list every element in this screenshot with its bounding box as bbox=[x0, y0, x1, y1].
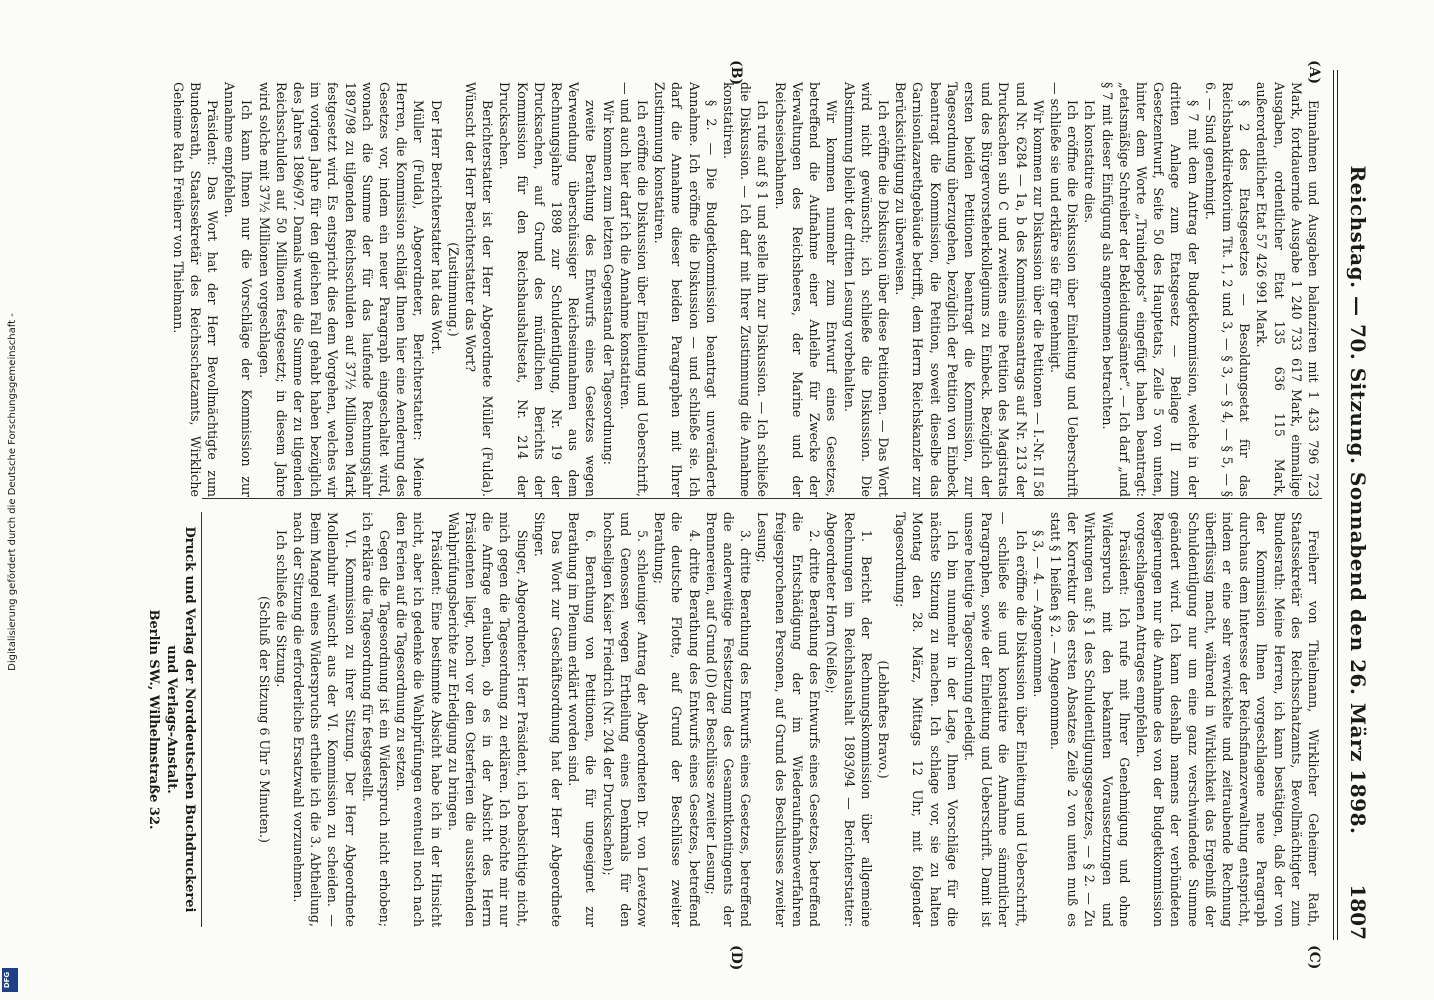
left-column-paragraph: Berichterstatter ist der Herr Abgeordnete Müller (Fulda). Wünscht der Herr Berichterstatter das Wort? bbox=[463, 82, 496, 497]
left-column-paragraph: Ich konstatire dies. bbox=[1082, 100, 1098, 224]
right-column-paragraph: 6. Berathung von Petitionen, die für ungeeignet zur Berathung im Plenum erklärt worden sind. bbox=[566, 512, 599, 927]
imprint-line-2: Berlin SW., Wilhelmstraße 32. bbox=[146, 609, 161, 830]
left-column-paragraph: Einnahmen und Ausgaben balanziren mit 1 433 796 723 Mark, fortdauernde Ausgabe 1 240 733 617 Mark, einmalige Ausgaben, ordentlicher Etat 135 636 115 Mark, außerordentlicher Etat 57 426 991 Mark. bbox=[1254, 82, 1321, 497]
right-column-paragraph: Gegen die Tagesordnung ist ein Widerspruch nicht erhoben; ich erkläre die Tagesordnung für festgestellt. bbox=[359, 512, 393, 927]
right-column-paragraph: (Lebhaftes Bravo.) bbox=[875, 660, 891, 779]
left-column-paragraph: Wir kommen nunmehr zum Entwurf eines Gesetzes, betreffend die Aufnahme einer Anleihe für Zwecke der Verwaltungen des Reichsheeres, der Marine und der Reichseisenbahnen. bbox=[772, 82, 840, 497]
margin-marker-a: (A) bbox=[1306, 60, 1322, 85]
dfg-logo bbox=[2, 968, 18, 992]
right-column-paragraph: Ich eröffne die Diskussion über Einleitung und Ueberschrift, — schließe sie und konstatire die Annahme sämmtlicher Paragraphen, sowie der Einleitung und Ueberschrift. Damit ist unsere heutige Tagesordnung erledigt. bbox=[961, 512, 1029, 927]
header-title: Reichstag. — 70. Sitzung. Sonnabend den 26. März 1898. bbox=[1346, 165, 1370, 835]
dfg-logo-text: DFG bbox=[3, 971, 12, 989]
margin-marker-c: (C) bbox=[1306, 945, 1322, 970]
right-column-paragraph: (Schluß der Sitzung 6 Uhr 5 Minuten.) bbox=[256, 596, 272, 843]
left-column-paragraph: Ich rufe auf § 1 und stelle ihn zur Diskussion. — Ich schließe die Diskussion. — Ich darf mit Ihrer Zustimmung die Annahme konstatiren. bbox=[721, 82, 771, 497]
right-column-paragraph: 4. dritte Berathung des Entwurfs eines Gesetzes, betreffend die deutsche Flotte, auf Grund der Beschlüsse zweiter Berathung; bbox=[652, 512, 702, 927]
header-rule bbox=[1337, 70, 1338, 940]
margin-marker-b: (B) bbox=[728, 60, 744, 86]
left-column-paragraph: § 2 des Etatsgesetzes — Besoldungsetat für das Reichsbankdirektorium Tit. 1, 2 und 3, — § 3, — § 4, — § 5, — § 6. — Sind genehmigt. bbox=[1202, 82, 1253, 497]
right-column-paragraph: Ich schließe die Sitzung. bbox=[273, 530, 289, 688]
right-column-paragraph: Ich bin nunmehr in der Lage, Ihnen Vorschläge für die nächste Sitzung zu machen. Ich schlage vor, sie zu halten Montag den 28. März, Mittags 12 Uhr, mit folgender Tagesordnung: bbox=[893, 512, 960, 927]
funding-note: Digitalisierung gefördert durch die Deutsche Forschungsgemeinschaft - bbox=[7, 313, 18, 671]
right-column-paragraph: § 3, — 4. — Angenommen. bbox=[1030, 530, 1046, 698]
left-column bbox=[169, 82, 1322, 497]
right-column bbox=[255, 512, 1322, 927]
left-column-paragraph: (Zustimmung.) bbox=[445, 242, 461, 337]
footer-rule bbox=[201, 512, 202, 927]
left-column-paragraph: § 7 mit dem Antrag der Budgetkommission, welche in der dritten Anlage zum Etatsgesetz — Beilage II zum Gesetzentwurf, Seite 50 des Hauptetats, Zeile 5 von unten, hinter dem Worte „Traindepots“ eingefügt haben beantragt: „etatsmäßige Schreiber der Bekleidungsämter“. — Ich darf „und § 7 mit dieser Einfügung als angenommen betrachten. bbox=[1099, 82, 1201, 497]
left-column-paragraph: Wir kommen zum letzten Gegenstand der Tagesordnung: bbox=[600, 100, 616, 466]
right-column-paragraph: Das Wort zur Geschäftsordnung hat der Herr Abgeordnete Singer. bbox=[531, 512, 565, 927]
left-column-paragraph: Ich eröffne die Diskussion über Einleitung und Ueberschrift — schließe sie und erkläre sie für genehmigt. bbox=[1047, 82, 1081, 497]
header-rule-2 bbox=[1333, 70, 1334, 940]
right-column-paragraph: VI. Kommission zu ihrer Sitzung. Der Herr Abgeordnete Mollenbuhr wünscht aus der VI. Kommission zu scheiden. — Beim Mangel eines Widerspruchs ertheile ich die 3. Abtheilung, nach der Sitzung die erforderliche Ersatzwahl vorzunehmen. bbox=[291, 512, 358, 927]
left-column-paragraph: Wir kommen zur Diskussion über die Petitionen — I.-Nr. II 58 und Nr. 6284 — 1a, b des Kommissionsantrags auf Nr. 213 der Drucksachen sub C und zweitens eine Petition des Magistrats und des Bürgervorsteherkollegiums zu Einbeck. Bezüglich der ersten beiden Petitionen beantragt die Kommission, zur Tagesordnung überzugehen, bezüglich der Petition von Einbeck beantragt die Kommission, die Petition, soweit dieselbe das Garnisonlazarethgebäude betrifft, dem Herrn Reichskanzler zur Berücksichtigung zu überweisen. bbox=[893, 82, 1046, 497]
right-column-paragraph: Singer, Abgeordneter: Herr Präsident, ich beabsichtige nicht, mich gegen die Tagesordnung zu erklären. Ich möchte mir nur die Anfrage erlauben, ob es in der Absicht des Herrn Präsidenten liegt, noch vor den Osterferien die ausstehenden Wahlprüfungsberichte zur Erledigung zu bringen. bbox=[445, 512, 530, 927]
left-column-paragraph: Müller (Fulda), Abgeordneter, Berichterstatter: Meine Herren, die Kommission schlägt Ihnen hier eine Aenderung des Gesetzes vor, indem ein neuer Paragraph eingeschaltet wird, wonach die Summe der für das laufende Rechnungsjahr 1897/98 zu tilgenden Reichsschulden auf 37½ Millionen Mark festgesetzt wird. Es entspricht dies dem Vorgehen, welches wir im vorigen Jahre für den gleichen Fall gehabt haben bezüglich des Jahres 1896/97. Damals wurde die Summe der zu tilgenden Reichsschulden auf 50 Millionen festgesetzt; in diesem Jahre wird solche mit 37½ Millionen vorgeschlagen. bbox=[256, 82, 427, 497]
funding-sidebar bbox=[4, 5, 18, 995]
left-column-paragraph: Ich eröffne die Diskussion über Einleitung und Ueberschrift, — und auch hier darf ich die Annahme konstatiren. bbox=[617, 82, 651, 497]
right-column-paragraph: Präsident: Eine bestimmte Absicht habe ich in der Hinsicht nicht, aber ich gedenke die Wahlprüfungen eventuell noch nach den Ferien auf die Tagesordnung zu setzen. bbox=[394, 512, 444, 927]
left-column-paragraph: Präsident: Das Wort hat der Herr Bevollmächtigte zum Bundesrath, Staatssekretär des Reichsschatzamts, Wirkliche Geheime Rath Freiherr von Thielmann. bbox=[170, 82, 220, 497]
right-column-paragraph: Präsident: Ich rufe mit Ihrer Genehmigung und ohne Widerspruch mit den bekannten Voraussetzungen und Wirkungen auf: § 1 des Schuldentilgungsgesetzes, — § 2. — Zu der Korrektur des ersten Absatzes Zeile 2 von unten muß es statt § 1 heißen § 2. — Angenommen. bbox=[1047, 512, 1132, 927]
imprint bbox=[144, 512, 198, 927]
right-column-paragraph: 5. schleuniger Antrag der Abgeordneten Dr. von Levetzow und Genossen wegen Ertheilung eines Denkmals für den hochseligen Kaiser Friedrich (Nr. 204 der Drucksachen); bbox=[600, 512, 651, 927]
right-column-paragraph: 3. dritte Berathung des Entwurfs eines Gesetzes, betreffend die anderweitige Festsetzung des Gesammtkontingents der Brennereien, auf Grund (D) der Beschlüsse zweiter Lesung; bbox=[703, 512, 754, 927]
page-header bbox=[1342, 60, 1376, 940]
page-number: 1807 bbox=[1346, 884, 1370, 940]
left-column-paragraph: Ich eröffne die Diskussion über diese Petitionen. — Das Wort wird nicht gewünscht; ich schließe die Diskussion. Die Abstimmung bleibt der dritten Lesung vorbehalten. bbox=[841, 82, 891, 497]
imprint-line-1: Druck und Verlag der Norddeutschen Buchdruckerei und Verlags-Anstalt. bbox=[164, 526, 197, 913]
left-column-paragraph: Ich kann Ihnen nur die Vorschläge der Kommission zur Annahme empfehlen. bbox=[222, 82, 255, 497]
column-divider bbox=[202, 498, 1322, 499]
right-column-paragraph: 2. dritte Berathung des Entwurfs eines Gesetzes, betreffend die Entschädigung der im Wiederaufnahmeverfahren freigesprochenen Personen, auf Grund des Beschlusses zweiter Lesung; bbox=[755, 512, 823, 927]
left-column-paragraph: § 2. — Die Budgetkommission beantragt unveränderte Annahme. Ich eröffne die Diskussion — und schließe sie. Ich darf die Annahme dieser beiden Paragraphen mit Ihrer Zustimmung konstatiren. bbox=[652, 82, 719, 497]
left-column-paragraph: Der Herr Berichterstatter hat das Wort. bbox=[428, 100, 444, 355]
left-column-paragraph: zweite Berathung des Entwurfs eines Gesetzes wegen Verwendung überschüssiger Reichseinnahmen aus dem Rechnungsjahre 1898 zur Schuldentilgung, Nr. 19 der Drucksachen, auf Grund des mündlichen Berichts der Kommission für den Reichshaushaltsetat, Nr. 214 der Drucksachen. bbox=[497, 82, 599, 497]
right-column-paragraph: Freiherr von Thielmann, Wirklicher Geheimer Rath, Staatssekretär des Reichsschatzamts, Bevollmächtigter zum Bundesrath: Meine Herren, ich kann bestätigen, daß der von der Kommission Ihnen vorgeschlagene neue Paragraph durchaus dem Interesse der Reichsfinanzverwaltung entspricht, indem er eine sehr verwickelte und zeitraubende Rechnung überflüssig macht, während in Wirklichkeit das Ergebniß der Schuldentilgung nur um eine ganz verschwindende Summe geändert wird. Ich kann deshalb namens der verbündeten Regierungen nur die Annahme des von der Budgetkommission vorgeschlagenen Antrages empfehlen. bbox=[1133, 512, 1321, 927]
margin-marker-d: (D) bbox=[728, 945, 744, 971]
right-column-paragraph: 1. Bericht der Rechnungskommission über allgemeine Rechnungen im Reichshaushalt 1893/94 — Berichterstatter: Abgeordneter Horn (Neiße); bbox=[824, 512, 874, 927]
